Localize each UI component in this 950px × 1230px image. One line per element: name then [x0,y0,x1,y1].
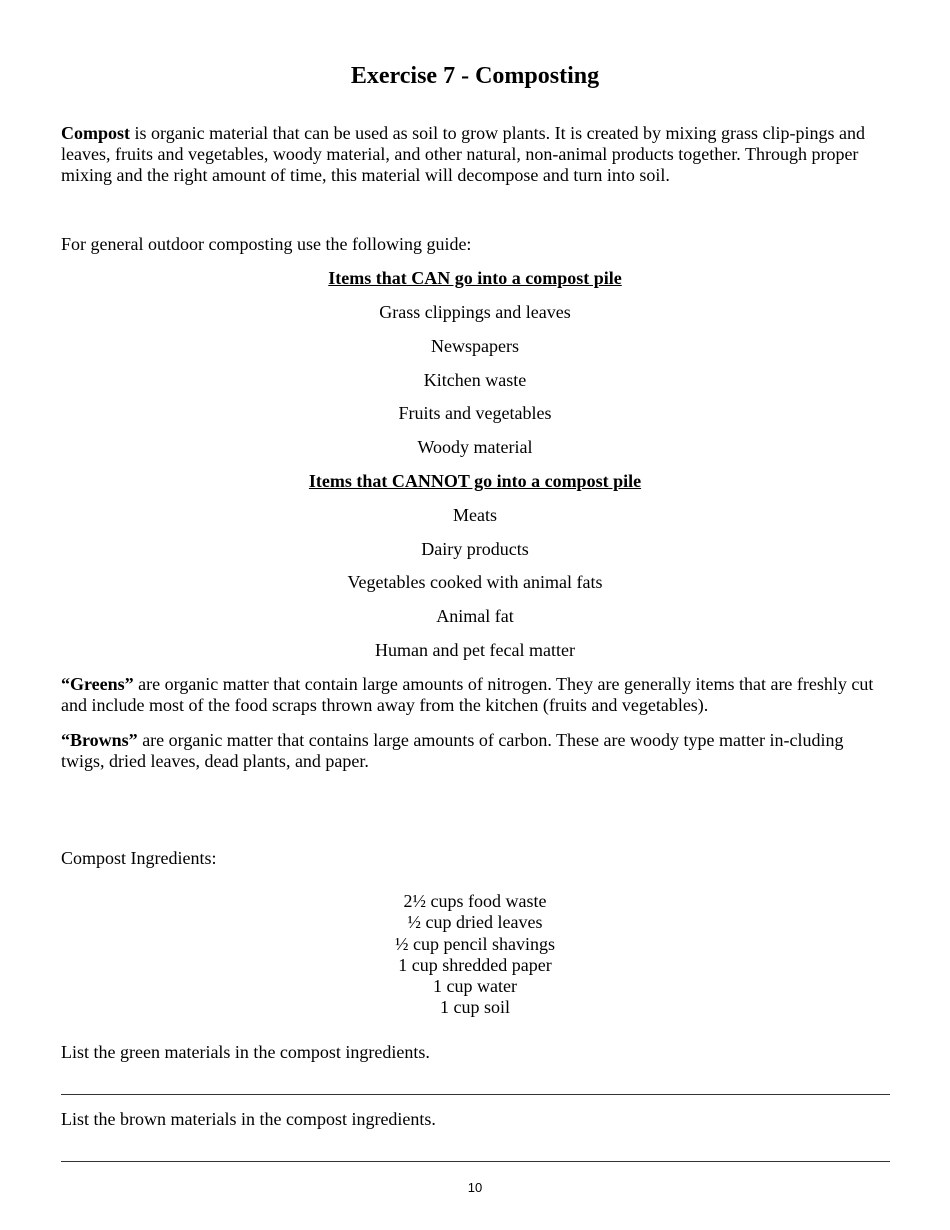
can-heading: Items that CAN go into a compost pile [328,268,622,288]
green-answer-line [61,1094,890,1095]
greens-term: “Greens” [61,674,134,694]
cannot-item: Human and pet fecal matter [375,640,575,660]
ingredient-item: ½ cup dried leaves [407,912,543,933]
can-item: Newspapers [431,336,519,356]
greens-definition [61,674,891,716]
can-item: Grass clippings and leaves [379,302,571,322]
guide-intro: For general outdoor composting use the following guide: [61,234,472,254]
browns-definition [61,730,891,772]
page-number: 10 [467,1180,483,1195]
cannot-item: Dairy products [421,539,529,559]
browns-term: “Browns” [61,730,138,750]
cannot-item: Vegetables cooked with animal fats [347,572,603,592]
can-item: Kitchen waste [423,370,527,390]
greens-definition-text: are organic matter that contain large amounts of nitrogen. They are generally items that are freshly cut and include most of the food scraps thrown away from the kitchen (fruits and vegetables). [61,674,874,715]
ingredient-item: 1 cup water [433,976,517,997]
cannot-item: Meats [453,505,497,525]
brown-question: List the brown materials in the compost ingredients. [61,1109,436,1129]
brown-answer-line [61,1161,890,1162]
compost-term: Compost [61,123,131,143]
compost-definition [61,123,891,186]
ingredient-item: 1 cup shredded paper [398,954,552,975]
can-item: Fruits and vegetables [398,403,552,423]
ingredients-list [0,891,950,1019]
browns-definition-text: are organic matter that contains large amounts of carbon. These are woody type matter in-cluding twigs, dried leaves, dead plants, and paper. [61,730,844,771]
compost-definition-text: is organic material that can be used as soil to grow plants. It is created by mixing grass clip-pings and leaves, fruits and vegetables, woody material, and other natural, non-animal products together. Through proper mixing and the right amount of time, this material will decompose and turn into soil. [61,123,866,185]
ingredient-item: 1 cup soil [440,997,510,1018]
ingredient-item: 2½ cups food waste [403,891,547,911]
ingredients-label: Compost Ingredients: [61,848,217,868]
can-item: Woody material [417,437,533,457]
cannot-heading: Items that CANNOT go into a compost pile [308,471,642,491]
green-question: List the green materials in the compost ingredients. [61,1042,430,1062]
page-title: Exercise 7 - Composting [350,63,600,89]
cannot-item: Animal fat [436,606,514,626]
ingredient-item: ½ cup pencil shavings [395,933,555,954]
